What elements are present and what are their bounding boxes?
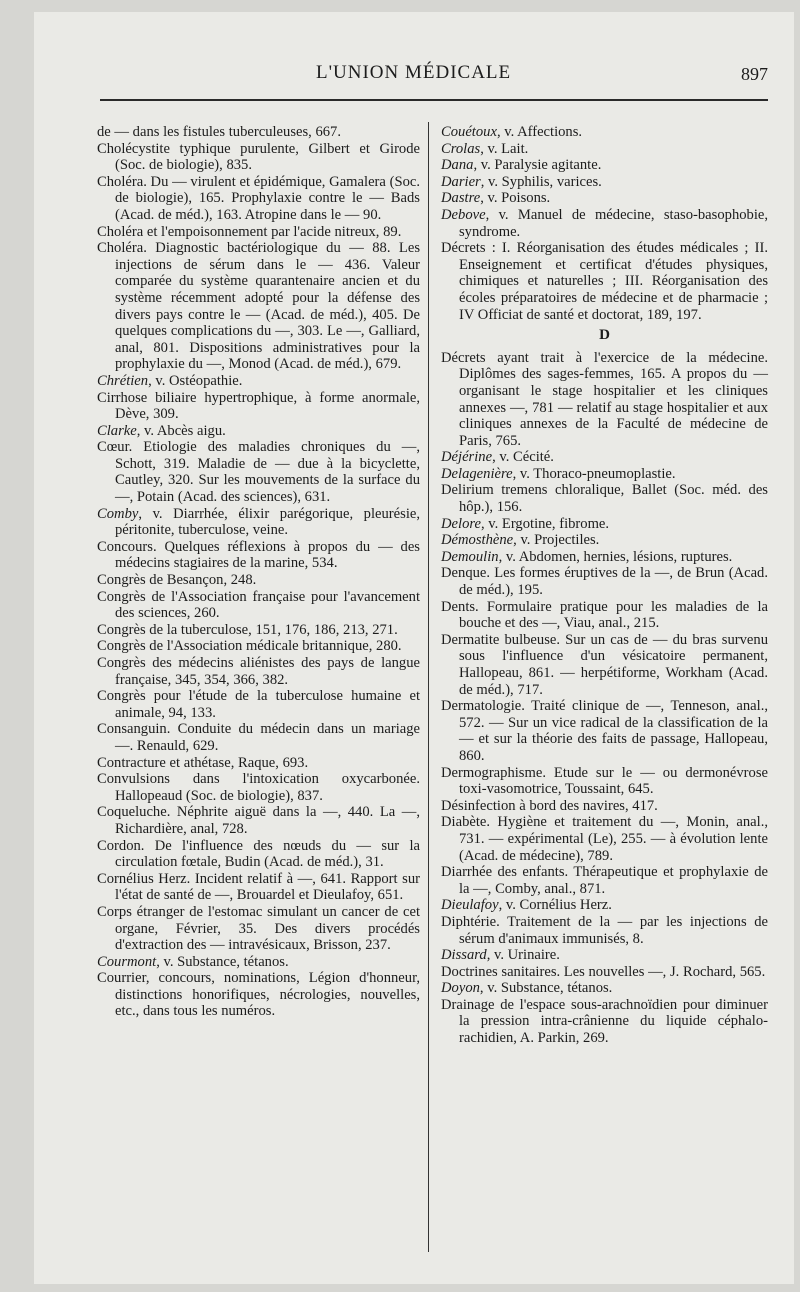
index-entry — [441, 482, 768, 515]
index-entry — [97, 373, 420, 390]
index-entry — [97, 688, 420, 721]
author-name: Dieulafoy — [441, 897, 499, 914]
index-entry — [441, 864, 768, 897]
name-separator: , — [480, 190, 488, 207]
entry-text: v. Ostéopathie. — [155, 372, 243, 389]
author-name: Delore — [441, 515, 481, 532]
index-entry — [441, 980, 768, 997]
entry-text: Congrès de l'Association médicale britannique, 280. — [97, 638, 402, 655]
index-entry — [441, 798, 768, 815]
index-entry — [97, 124, 420, 141]
entry-text: Congrès des médecins aliénistes des pays de langue française, 345, 354, 366, 382. — [97, 655, 420, 688]
index-entry — [97, 721, 420, 754]
index-entry — [441, 947, 768, 964]
entry-text: v. Abdomen, hernies, lésions, ruptures. — [505, 548, 733, 565]
entry-text: v. Poisons. — [487, 190, 551, 207]
journal-title: L'UNION MÉDICALE — [316, 62, 512, 83]
author-name: Clarke — [97, 422, 137, 439]
entry-text: Congrès de la tuberculose, 151, 176, 186, 213, 271. — [97, 621, 398, 638]
name-separator: , — [496, 124, 505, 140]
index-entry — [97, 838, 420, 871]
entry-text: Choléra. Du — virulent et épidémique, Gamalera (Soc. de biologie), 165. Prophylaxie contre le — Bads (Acad. de méd.), 163. Atropine dans le — 90. — [97, 173, 420, 223]
index-entry — [441, 190, 768, 207]
left-index-column — [97, 124, 420, 1020]
author-name: Demoulin — [441, 548, 499, 565]
entry-text: Cholécystite typhique purulente, Gilbert et Girode (Soc. de biologie), 835. — [97, 140, 420, 174]
section-letter: D — [599, 327, 610, 344]
name-separator: , — [498, 897, 506, 914]
index-entry — [97, 622, 420, 639]
name-separator: , — [492, 449, 500, 466]
entry-text: v. Ergotine, fibrome. — [488, 515, 610, 532]
name-separator: , — [513, 532, 521, 549]
index-entry — [441, 449, 768, 466]
index-entry — [97, 506, 420, 539]
entry-text: Dermatite bulbeuse. Sur un cas de — du bras survenu sous l'influence d'un vésicatoire permanent, Hallopeau, 861. — herpétiforme, Workham (Acad. de méd.), 717. — [441, 631, 768, 698]
name-separator: , — [480, 173, 489, 190]
entry-text: v. Manuel de médecine, staso-basophobie, syndrome. — [459, 206, 769, 240]
author-name: Dastre — [441, 190, 481, 207]
entry-text: Dermographisme. Etude sur le — ou dermonévrose toxi-vasomotrice, Toussaint, 645. — [441, 764, 768, 798]
index-entry — [441, 516, 768, 533]
index-entry — [441, 549, 768, 566]
index-entry — [441, 765, 768, 798]
author-name: Courmont — [97, 953, 157, 970]
index-entry — [441, 124, 768, 141]
author-name: Delagenière — [441, 465, 513, 482]
entry-text: Consanguin. Conduite du médecin dans un mariage —. Renauld, 629. — [97, 721, 420, 754]
index-entry — [441, 207, 768, 240]
entry-text: Concours. Quelques réflexions à propos du — des médecins stagiaires de la marine, 534. — [97, 538, 420, 572]
entry-text: v. Abcès aigu. — [144, 422, 226, 439]
index-entry — [97, 224, 420, 241]
entry-text: v. Projectiles. — [520, 532, 600, 549]
entry-text: Diabète. Hygiène et traitement du —, Monin, anal., 731. — expérimental (Le), 255. — à évolution lente (Acad. de médecine), 789. — [441, 814, 768, 864]
index-entry — [97, 771, 420, 804]
column-divider — [428, 122, 429, 1252]
index-entry — [97, 970, 420, 1020]
index-entry — [97, 755, 420, 772]
entry-text: v. Cécité. — [499, 449, 554, 466]
author-name: Comby — [97, 505, 139, 522]
entry-text: Drainage de l'espace sous-arachnoïdien pour diminuer la pression intra-crânienne du liquide céphalo-rachidien, A. Parkin, 269. — [441, 996, 768, 1047]
entry-text: Contracture et athétase, Raque, 693. — [97, 754, 309, 771]
author-name: Déjérine — [441, 449, 493, 466]
index-entry — [97, 423, 420, 440]
index-entry — [97, 954, 420, 971]
entry-text: Cirrhose biliaire hypertrophique, à forme anormale, Dève, 309. — [97, 389, 420, 423]
entry-text: Congrès pour l'étude de la tuberculose humaine et animale, 94, 133. — [97, 688, 420, 721]
entry-text: Désinfection à bord des navires, 417. — [441, 797, 658, 814]
name-separator: , — [479, 980, 488, 997]
author-name: Darier — [441, 173, 481, 190]
header-rule — [100, 99, 768, 101]
index-entry — [97, 589, 420, 622]
page-number: 897 — [741, 64, 768, 84]
index-entry — [97, 174, 420, 224]
entry-text: Choléra. Diagnostic bactériologique du — 88. Les injections de sérum dans le — 436. Valeur comparée du système quarantenaire ancien et du système récemment adopté pour la défense des divers pays contre le — (Acad. de méd.), 405. De quelques complications du —, 303. Le —, Galliard, anal, 801. Dispositions administratives pour la prophylaxie du —, Monod (Acad. de méd.), 679. — [97, 240, 420, 373]
name-separator: , — [485, 206, 499, 223]
index-entry — [441, 599, 768, 632]
entry-text: Diarrhée des enfants. Thérapeutique et prophylaxie de la —, Comby, anal., 871. — [441, 864, 768, 897]
author-name: Couétoux — [441, 124, 497, 140]
entry-text: v. Syphilis, varices. — [488, 173, 602, 190]
entry-text: Cœur. Etiologie des maladies chroniques du —, Schott, 319. Maladie de — due à la bicyclette, Cautley, 320. Sur les mouvements de la surface du —, Potain (Acad. des sciences), 631. — [97, 439, 420, 506]
index-entry — [441, 914, 768, 947]
name-separator: , — [156, 953, 164, 970]
entry-text: Denque. Les formes éruptives de la —, de Brun (Acad. de méd.), 195. — [441, 565, 768, 599]
index-entry — [97, 638, 420, 655]
index-entry — [441, 240, 768, 323]
entry-text: Décrets : I. Réorganisation des études médicales ; II. Enseignement et certificat d'études physiques, chimiques et naturelles ; III. Réorganisation des écoles préparatoires de médecine et de pharmacie ; IV Officiat de santé et doctorat, 189, 197. — [441, 240, 768, 323]
index-entry — [441, 141, 768, 158]
index-entry — [97, 904, 420, 954]
entry-text: de — dans les fistules tuberculeuses, 667. — [97, 124, 341, 140]
entry-text: Courrier, concours, nominations, Légion d'honneur, distinctions honorifiques, nécrologies, nouvelles, etc., dans tous les numéros. — [97, 970, 420, 1020]
entry-text: Congrès de l'Association française pour l'avancement des sciences, 260. — [97, 588, 420, 622]
name-separator: , — [138, 505, 153, 522]
entry-text: Diphtérie. Traitement de la — par les injections de sérum d'animaux immunisés, 8. — [441, 913, 768, 947]
entry-text: Décrets ayant trait à l'exercice de la médecine. Diplômes des sages-femmes, 165. A propos du — organisant le stage hospitalier et les cliniques annexes —, 781 — relatif au stage hospitalier et aux cliniques annexes de la Faculté de médecine de Paris, 765. — [441, 349, 768, 449]
name-separator: , — [486, 947, 494, 964]
index-entry — [97, 240, 420, 373]
index-entry — [441, 997, 768, 1047]
entry-text: v. Paralysie agitante. — [480, 157, 602, 174]
index-entry — [97, 141, 420, 174]
entry-text: v. Cornélius Herz. — [505, 897, 612, 914]
name-separator: , — [473, 157, 481, 174]
entry-text: v. Lait. — [487, 140, 529, 157]
entry-text: v. Substance, tétanos. — [163, 953, 289, 970]
author-name: Démosthène — [441, 532, 514, 549]
index-entry — [441, 350, 768, 450]
entry-text: v. Urinaire. — [493, 947, 560, 964]
running-header — [88, 62, 768, 92]
name-separator: , — [136, 422, 145, 439]
name-separator: , — [512, 465, 520, 482]
entry-text: v. Diarrhée, élixir parégorique, pleurésie, péritonite, tuberculose, veine. — [115, 505, 420, 539]
index-entry — [97, 539, 420, 572]
name-separator: , — [480, 515, 489, 532]
index-entry — [441, 532, 768, 549]
index-entry — [441, 174, 768, 191]
name-separator: , — [480, 140, 488, 157]
author-name: Crolas — [441, 140, 481, 157]
entry-text: Dermatologie. Traité clinique de —, Tenneson, anal., 572. — Sur un vice radical de la classification de la — et sur la théorie des faits de passage, Hallopeau, 860. — [441, 698, 768, 764]
index-entry — [441, 157, 768, 174]
index-entry — [441, 632, 768, 698]
entry-text: v. Thoraco-pneumoplastie. — [519, 465, 676, 482]
entry-text: Dents. Formulaire pratique pour les maladies de la bouche et des —, Viau, anal., 215. — [441, 598, 768, 632]
index-entry — [441, 964, 768, 981]
index-entry — [441, 897, 768, 914]
index-entry — [97, 871, 420, 904]
index-entry — [441, 466, 768, 483]
entry-text: Choléra et l'empoisonnement par l'acide nitreux, 89. — [97, 223, 402, 240]
index-entry — [441, 814, 768, 864]
entry-text: Coqueluche. Néphrite aiguë dans la —, 440. La —, Richardière, anal, 728. — [97, 804, 420, 837]
index-entry — [97, 572, 420, 589]
right-index-column — [441, 124, 768, 1047]
author-name: Dissard — [441, 947, 487, 964]
author-name: Dana — [441, 157, 474, 174]
entry-text: Congrès de Besançon, 248. — [97, 572, 257, 589]
index-entry — [97, 655, 420, 688]
name-separator: , — [148, 372, 156, 389]
entry-text: Delirium tremens chloralique, Ballet (Soc. méd. des hôp.), 156. — [441, 482, 768, 516]
index-entry — [97, 804, 420, 837]
index-entry — [97, 439, 420, 505]
entry-text: v. Substance, tétanos. — [487, 980, 613, 997]
entry-text: Cordon. De l'influence des nœuds du — sur la circulation fœtale, Budin (Acad. de méd.), 31. — [97, 837, 420, 871]
entry-text: v. Affections. — [504, 124, 583, 140]
index-entry — [441, 565, 768, 598]
author-name: Doyon — [441, 980, 480, 997]
entry-text: Corps étranger de l'estomac simulant un cancer de cet organe, Février, 35. Des divers procédés d'extraction des — intravésicaux, Brisson, 237. — [97, 903, 420, 954]
entry-text: Doctrines sanitaires. Les nouvelles —, J. Rochard, 565. — [441, 963, 766, 980]
index-entry — [441, 698, 768, 764]
author-name: Chrétien — [97, 372, 149, 389]
entry-text: Convulsions dans l'intoxication oxycarbonée. Hallopeaud (Soc. de biologie), 837. — [97, 771, 420, 804]
name-separator: , — [498, 548, 506, 565]
author-name: Debove — [441, 206, 486, 223]
entry-text: Cornélius Herz. Incident relatif à —, 641. Rapport sur l'état de santé de —, Brouardel et Dieulafoy, 651. — [97, 870, 420, 904]
index-entry — [97, 390, 420, 423]
